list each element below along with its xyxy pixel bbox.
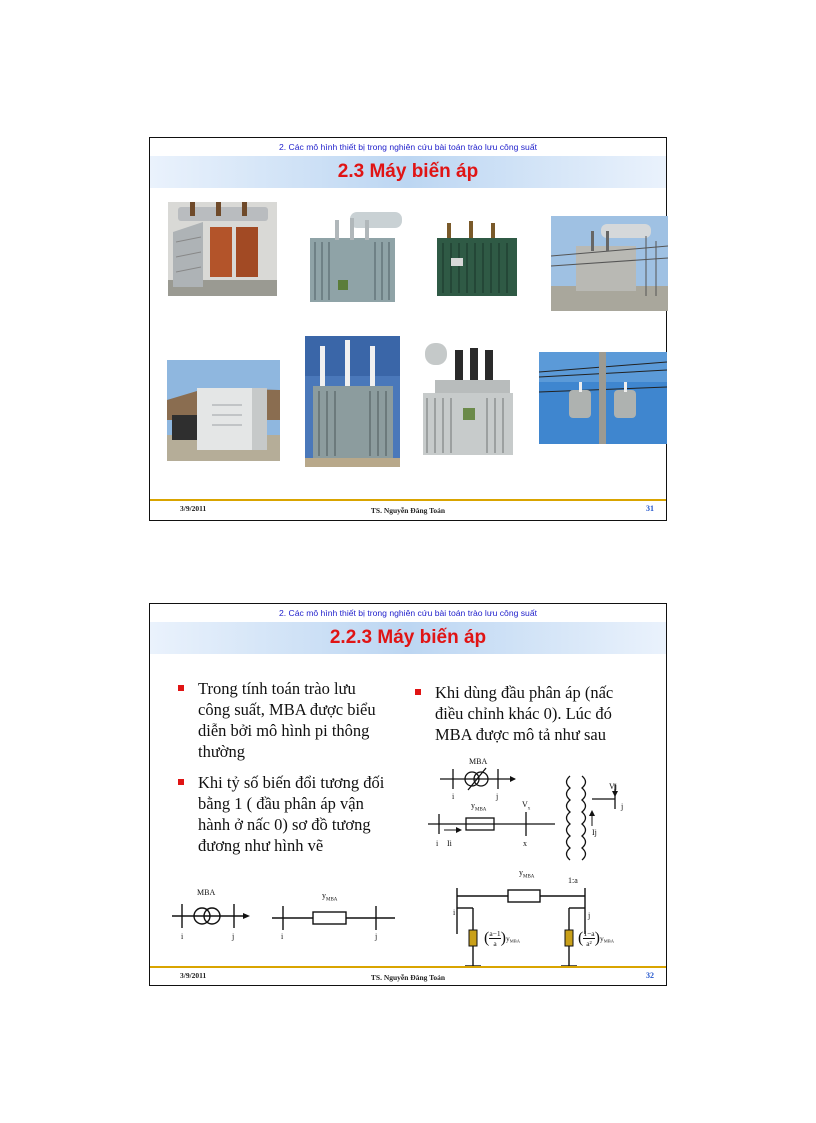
- slide-32: [149, 603, 667, 986]
- breadcrumb: 2. Các mô hình thiết bị trong nghiên cứu bài toán trào lưu công suất: [278, 142, 538, 152]
- bullet-line: Trong tính toán trào lưu: [198, 679, 356, 698]
- label-mba: MBA: [469, 757, 488, 766]
- frac1-y: y: [505, 934, 510, 943]
- page-title: 2.3 Máy biến áp: [337, 161, 479, 182]
- label-i-series: i: [281, 932, 284, 941]
- transformer-kiosk-photo: [167, 360, 280, 461]
- bullet-tap-changer: [435, 682, 613, 745]
- label-ratio: 1:a: [568, 876, 578, 885]
- footer-rule: [150, 966, 666, 968]
- transformer-green-photo: [429, 218, 524, 302]
- label-j: j: [496, 792, 499, 801]
- label-vj: Vj: [609, 782, 617, 791]
- label-vx: [522, 800, 530, 812]
- label-mba-simple: MBA: [197, 888, 216, 897]
- label-y-text: y: [471, 801, 475, 810]
- bullet-line: hành ở nấc 0) sơ đồ tương: [198, 815, 371, 834]
- transformer-three-phase-photo: [415, 338, 523, 461]
- footer-rule: [150, 499, 666, 501]
- shunt-admittance-right: ( $\frac{1-a}{\text{a²}}$ )$y_{MBA}$: [578, 929, 614, 948]
- label-j-series: j: [375, 932, 378, 941]
- bullet-pi-model: [198, 678, 376, 762]
- label-vx-subscript: x: [527, 806, 531, 812]
- bullet-line: diễn bởi mô hình pi thông: [198, 721, 370, 740]
- label-i-lower: i: [436, 839, 439, 848]
- footer-date: 3/9/2011: [180, 504, 207, 513]
- frac1-denominator: a: [493, 939, 497, 948]
- label-ii: Ii: [447, 839, 452, 848]
- footer-date: 3/9/2011: [180, 971, 207, 980]
- page-title: 2.2.3 Máy biến áp: [329, 627, 487, 648]
- slide-31: [149, 137, 667, 521]
- pi-equivalent-diagram: [445, 874, 605, 974]
- bullet-square-icon: [178, 685, 184, 691]
- transformer-pole-mounted-photo: [539, 352, 667, 444]
- frac2-numerator: 1−a: [583, 929, 595, 938]
- label-y-subscript: MBA: [523, 874, 535, 880]
- tap-transformer-diagram: [420, 754, 660, 864]
- frac2-denominator: a²: [586, 939, 592, 948]
- label-y-mba-series: [322, 891, 337, 903]
- label-y-text: y: [322, 891, 326, 900]
- label-vx-text: V: [522, 800, 528, 809]
- slide-footer: [150, 502, 666, 516]
- bullet-line: công suất, MBA được biểu: [198, 700, 376, 719]
- page-number: 32: [646, 971, 654, 980]
- bullet-square-icon: [415, 689, 421, 695]
- page-number: 31: [646, 504, 654, 513]
- label-y-text: y: [519, 868, 523, 877]
- footer-author: TS. Nguyễn Đăng Toản: [370, 506, 446, 515]
- footer-author: TS. Nguyễn Đăng Toản: [370, 973, 446, 982]
- bullet-line: đương như hình vẽ: [198, 836, 324, 855]
- frac2-y: y: [599, 934, 604, 943]
- transformer-oil-tank-photo: [300, 210, 408, 310]
- breadcrumb: 2. Các mô hình thiết bị trong nghiên cứu bài toán trào lưu công suất: [278, 608, 538, 618]
- frac1-numerator: a−1: [489, 929, 501, 938]
- transformer-open-core-photo: [168, 202, 277, 296]
- label-i-simple: i: [181, 932, 184, 941]
- transformer-substation-photo: [551, 216, 668, 311]
- transformer-outdoor-bushings-photo: [305, 336, 400, 467]
- label-i: i: [452, 792, 455, 801]
- bullet-line: điều chỉnh khác 0). Lúc đó: [435, 704, 612, 723]
- bullet-square-icon: [178, 779, 184, 785]
- frac2-subscript: MBA: [603, 938, 614, 944]
- bullet-unity-ratio: [198, 772, 384, 856]
- label-j-right: j: [621, 802, 624, 811]
- bullet-line: Khi tỷ số biến đổi tương đối: [198, 773, 385, 792]
- bullet-line: Khi dùng đầu phân áp (nấc: [435, 683, 614, 702]
- mba-symbol-diagram: [170, 896, 260, 936]
- frac1-subscript: MBA: [509, 938, 520, 944]
- bullet-line: bằng 1 ( đầu phân áp vận: [198, 794, 364, 813]
- label-y-subscript: MBA: [475, 807, 487, 813]
- label-x: x: [523, 839, 527, 848]
- label-y-mba-pi: [519, 868, 534, 880]
- label-i-pi: i: [453, 908, 456, 917]
- label-j-simple: j: [232, 932, 235, 941]
- label-j-pi: j: [588, 911, 591, 920]
- label-y-subscript: MBA: [326, 897, 338, 903]
- bullet-line: MBA được mô tả như sau: [435, 725, 606, 744]
- series-admittance-diagram: [270, 902, 400, 934]
- shunt-admittance-left: ( $\frac{a-1}{a}$ )$y_{MBA}$: [484, 929, 520, 948]
- label-ij: Ij: [592, 828, 597, 837]
- bullet-line: thường: [198, 742, 246, 761]
- slide-footer: [150, 969, 666, 983]
- label-y-mba: [471, 801, 486, 813]
